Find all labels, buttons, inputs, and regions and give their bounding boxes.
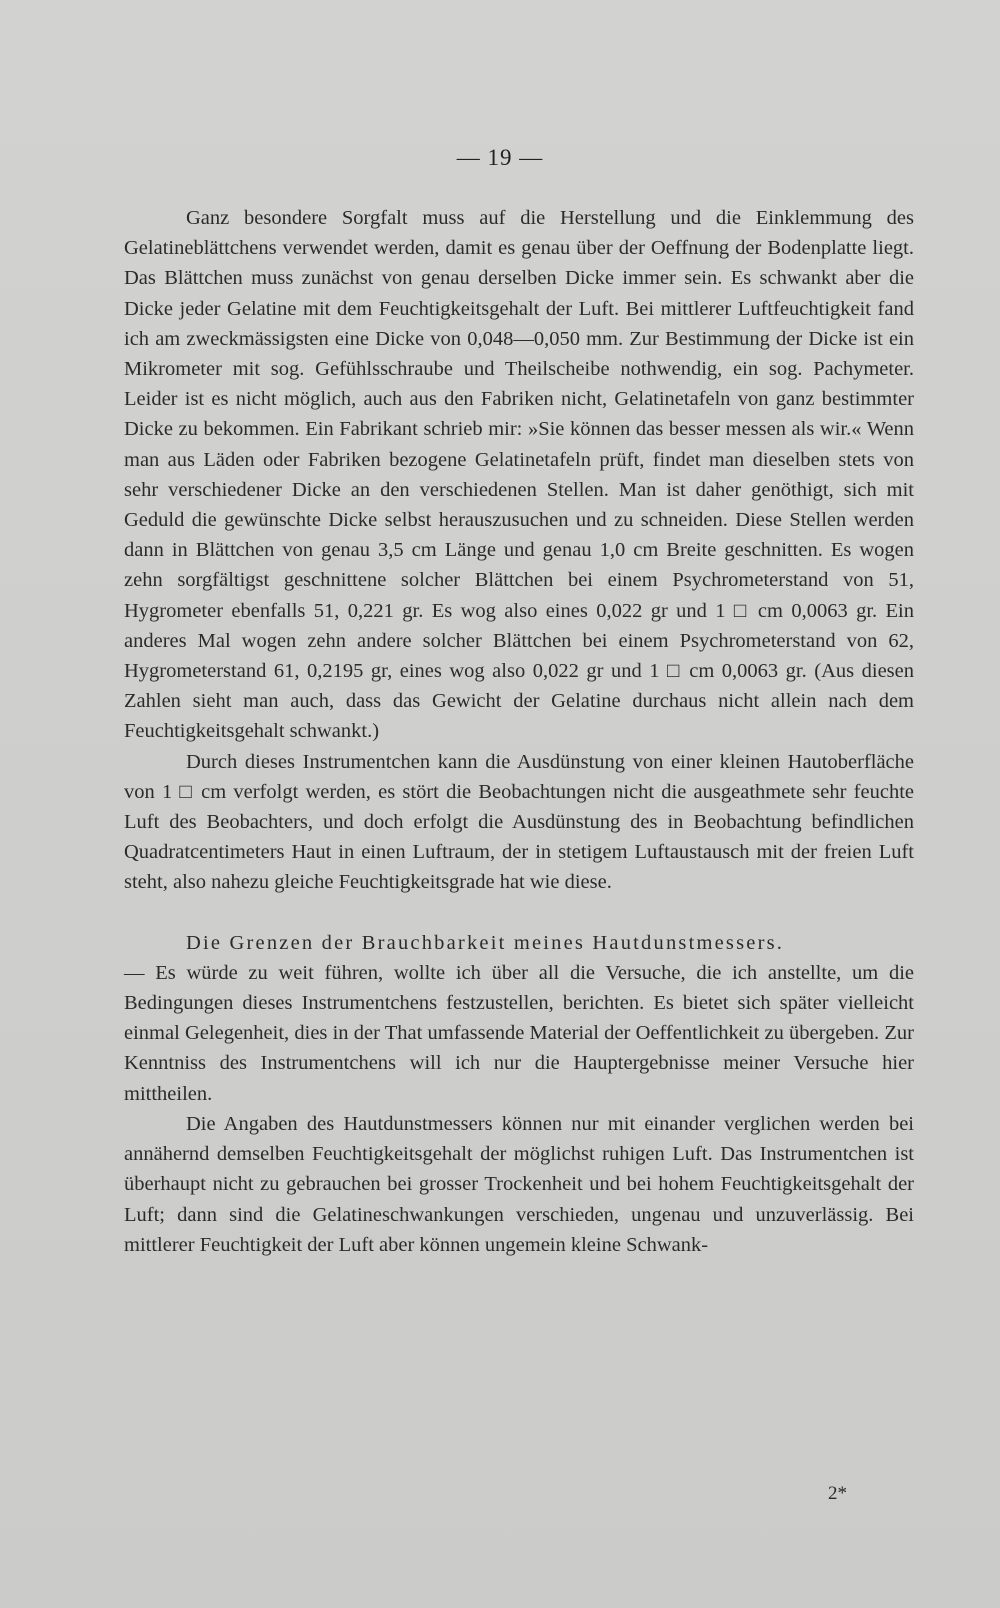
body-text xyxy=(124,203,914,1260)
section-heading-paragraph xyxy=(124,928,914,1109)
paragraph-gelatine-preparation: Ganz besondere Sorgfalt muss auf die Herstellung und die Einklemmung des Gelatineblättchens verwendet werden, damit es genau über der Oeffnung der Bodenplatte liegt. Das Blättchen muss zunächst von genau derselben Dicke immer sein. Es schwankt aber die Dicke jeder Gelatine mit dem Feuchtigkeitsgehalt der Luft. Bei mittlerer Luftfeuchtigkeit fand ich am zweckmässigsten eine Dicke von 0,048—0,050 mm. Zur Bestimmung der Dicke ist ein Mikrometer mit sog. Gefühlsschraube und Theilscheibe nothwendig, ein sog. Pachymeter. Leider ist es nicht möglich, auch aus den Fabriken nicht, Gelatinetafeln von ganz bestimmter Dicke zu bekommen. Ein Fabrikant schrieb mir: »Sie können das besser messen als wir.« Wenn man aus Läden oder Fabriken bezogene Gelatinetafeln prüft, findet man dieselben stets von sehr verschiedener Dicke an den verschiedenen Stellen. Man ist daher genöthigt, sich mit Geduld die gewünschte Dicke selbst herauszusuchen und zu schneiden. Diese Stellen werden dann in Blättchen von genau 3,5 cm Länge und genau 1,0 cm Breite geschnitten. Es wogen zehn sorgfältigst geschnittene solcher Blättchen bei einem Psychrometerstand von 51, Hygrometer ebenfalls 51, 0,221 gr. Es wog also eines 0,022 gr und 1 □ cm 0,0063 gr. Ein anderes Mal wogen zehn andere solcher Blättchen bei einem Psychrometerstand von 62, Hygrometerstand 61, 0,2195 gr, eines wog also 0,022 gr und 1 □ cm 0,0063 gr. (Aus diesen Zahlen sieht man auch, dass das Gewicht der Gelatine durchaus nicht allein nach dem Feuchtigkeitsgehalt schwankt.) xyxy=(124,207,914,743)
section-heading: Die Grenzen der Brauchbarkeit meines Hautdunstmessers. xyxy=(186,931,785,954)
signature-mark: 2* xyxy=(828,1483,847,1504)
paragraph-section-intro: — Es würde zu weit führen, wollte ich über all die Versuche, die ich anstellte, um die Bedingungen dieses Instrumentchens festzustellen, berichten. Es bietet sich später vielleicht einmal Gelegenheit, dies in der That umfassende Material der Oeffentlichkeit zu übergeben. Zur Kenntniss des Instrumentchens will ich nur die Hauptergebnisse meiner Versuche hier mittheilen. xyxy=(124,961,914,1105)
page-number: — 19 — xyxy=(456,145,544,170)
paragraph-usage-limits: Die Angaben des Hautdunstmessers können nur mit einander verglichen werden bei annähernd demselben Feuchtigkeitsgehalt der möglichst ruhigen Luft. Das Instrumentchen ist überhaupt nicht zu gebrauchen bei grosser Trockenheit und bei hohem Feuchtigkeitsgehalt der Luft; dann sind die Gelatineschwankungen verschieden, ungenau und unzuverlässig. Bei mittlerer Feuchtigkeit der Luft aber können ungemein kleine Schwank- xyxy=(124,1112,914,1256)
paragraph-evaporation-measurement: Durch dieses Instrumentchen kann die Ausdünstung von einer kleinen Hautoberfläche von 1 □ cm verfolgt werden, es stört die Beobachtungen nicht die ausgeathmete sehr feuchte Luft des Beobachters, und doch erfolgt die Ausdünstung des in Beobachtung befindlichen Quadratcentimeters Haut in einen Luftraum, der in stetigem Luftaustausch mit der freien Luft steht, also nahezu gleiche Feuchtigkeitsgrade hat wie diese. xyxy=(124,750,914,894)
